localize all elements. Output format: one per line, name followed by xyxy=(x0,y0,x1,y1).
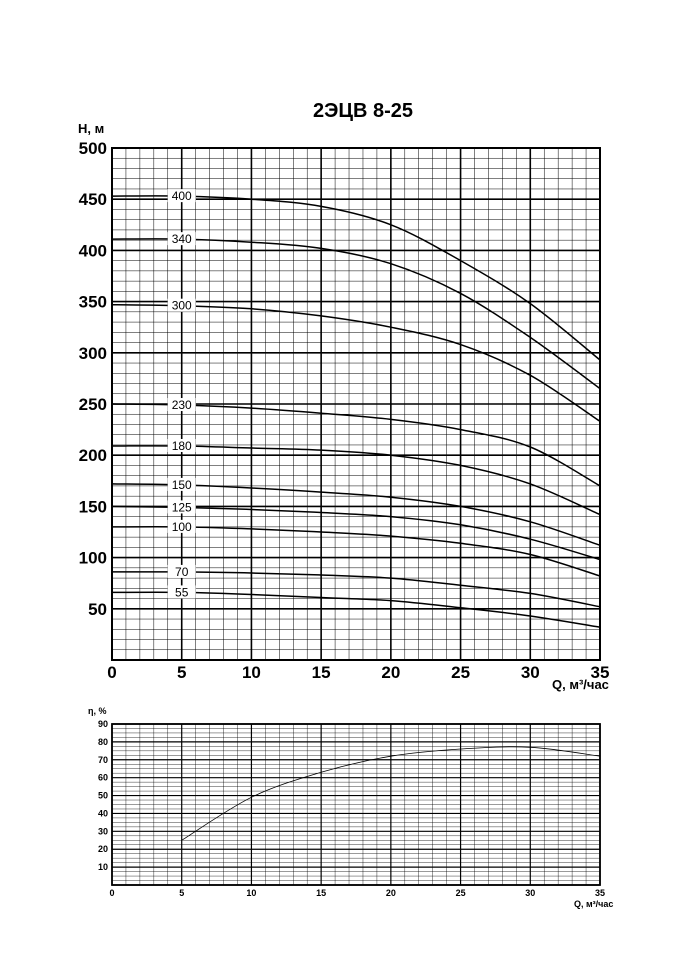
head-series-label-230: 230 xyxy=(171,398,192,413)
efficiency-x-tick-25: 25 xyxy=(455,888,466,898)
head-y-tick-500: 500 xyxy=(78,139,107,158)
head-series-label-340: 340 xyxy=(171,232,192,247)
head-x-tick-10: 10 xyxy=(241,663,261,682)
efficiency-x-tick-10: 10 xyxy=(246,888,257,898)
efficiency-x-axis-label: Q, м³/час xyxy=(574,899,614,909)
head-y-tick-50: 50 xyxy=(88,599,107,619)
efficiency-x-tick-0: 0 xyxy=(109,888,115,898)
efficiency-y-tick-50: 50 xyxy=(97,790,108,801)
head-series-label-180: 180 xyxy=(171,438,192,453)
efficiency-x-tick-30: 30 xyxy=(525,888,536,898)
efficiency-y-tick-80: 80 xyxy=(97,736,108,747)
head-series-label-55: 55 xyxy=(175,585,189,600)
head-curve-340 xyxy=(112,239,600,389)
head-y-tick-100: 100 xyxy=(78,548,107,568)
head-series-label-70: 70 xyxy=(175,564,189,579)
head-x-tick-35: 35 xyxy=(590,663,610,682)
efficiency-grid-minor xyxy=(112,724,600,885)
head-x-axis-label: Q, м³/час xyxy=(552,677,609,692)
head-x-tick-15: 15 xyxy=(311,663,331,682)
head-x-tick-25: 25 xyxy=(451,663,471,682)
head-y-tick-350: 350 xyxy=(78,292,107,312)
efficiency-x-tick-15: 15 xyxy=(316,888,327,898)
efficiency-x-tick-35: 35 xyxy=(594,888,606,898)
efficiency-y-tick-40: 40 xyxy=(97,808,108,819)
efficiency-x-tick-5: 5 xyxy=(179,888,185,898)
head-x-tick-20: 20 xyxy=(381,663,401,682)
head-y-tick-250: 250 xyxy=(78,395,107,414)
efficiency-axis-ticks xyxy=(98,719,605,898)
efficiency-y-tick-10: 10 xyxy=(97,862,108,873)
head-x-tick-30: 30 xyxy=(520,663,540,682)
head-series-label-125: 125 xyxy=(171,500,192,515)
efficiency-y-tick-60: 60 xyxy=(97,772,108,783)
head-y-tick-150: 150 xyxy=(78,497,107,517)
head-y-tick-300: 300 xyxy=(78,343,107,363)
head-series-label-150: 150 xyxy=(171,477,192,492)
head-y-tick-400: 400 xyxy=(78,241,107,261)
efficiency-y-axis-label: η, % xyxy=(88,706,107,716)
head-series-label-100: 100 xyxy=(171,519,192,534)
efficiency-y-tick-30: 30 xyxy=(97,826,108,837)
efficiency-y-tick-70: 70 xyxy=(97,754,108,765)
head-y-tick-450: 450 xyxy=(78,190,107,210)
head-x-tick-0: 0 xyxy=(107,663,117,682)
efficiency-x-tick-20: 20 xyxy=(385,888,396,898)
head-y-tick-200: 200 xyxy=(78,446,107,466)
efficiency-y-tick-90: 90 xyxy=(97,719,108,729)
efficiency-y-tick-20: 20 xyxy=(97,844,108,855)
head-series-label-300: 300 xyxy=(171,298,192,313)
head-x-tick-5: 5 xyxy=(176,663,187,682)
head-y-axis-label: H, м xyxy=(78,121,105,136)
chart-title: 2ЭЦВ 8-25 xyxy=(313,100,413,122)
head-series-label-400: 400 xyxy=(171,189,192,204)
